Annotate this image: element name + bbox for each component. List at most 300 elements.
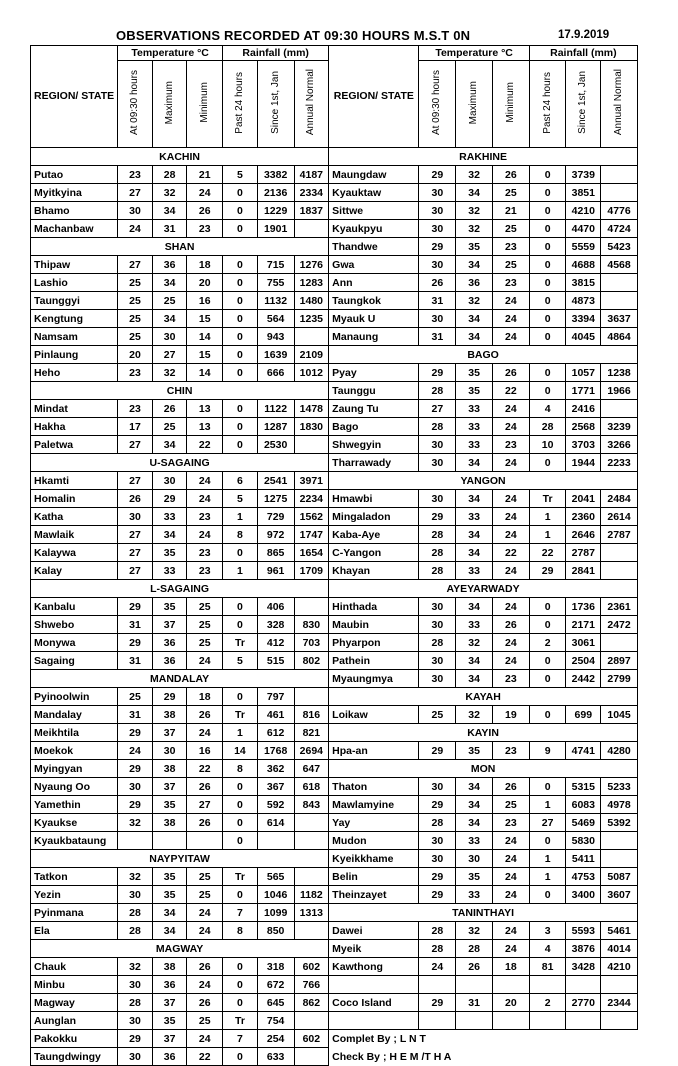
rain-since-jan: 961 (257, 562, 294, 580)
table-row (31, 814, 638, 832)
table-row (31, 1048, 638, 1066)
temp-min: 24 (187, 490, 223, 508)
station-name: Shwegyin (329, 436, 419, 454)
rain-since-jan: 754 (257, 1012, 294, 1030)
temp-0930: 30 (118, 1012, 153, 1030)
section-heading: TANINTHAYI (329, 904, 638, 922)
temp-max: 35 (456, 868, 493, 886)
col-at0930-right: At 09:30 hours (419, 61, 456, 148)
rain-past24 (529, 976, 566, 994)
station-name: Ela (31, 922, 118, 940)
temp-min: 24 (492, 418, 529, 436)
observations-table (30, 45, 638, 1066)
temp-max: 32 (456, 220, 493, 238)
rain-annual-normal: 1747 (294, 526, 329, 544)
station-name: Pyay (329, 364, 419, 382)
station-name: Kyaukbataung (31, 832, 118, 850)
temp-min: 24 (492, 328, 529, 346)
temp-0930: 26 (419, 274, 456, 292)
temp-max: 38 (152, 706, 187, 724)
temp-min: 25 (492, 184, 529, 202)
rain-since-jan: 4688 (566, 256, 601, 274)
rain-past24: Tr (223, 868, 258, 886)
rain-past24: 1 (223, 724, 258, 742)
col-annual-right: Annual Normal (601, 61, 638, 148)
rain-annual-normal: 3239 (601, 418, 638, 436)
table-row (31, 976, 638, 994)
station-name (329, 1012, 419, 1030)
temp-min: 25 (187, 598, 223, 616)
rain-past24: 0 (529, 328, 566, 346)
temp-min: 23 (492, 274, 529, 292)
table-row (31, 940, 638, 958)
rain-since-jan: 672 (257, 976, 294, 994)
rain-annual-normal: 602 (294, 1030, 329, 1048)
table-row (31, 418, 638, 436)
rain-past24: 0 (223, 418, 258, 436)
temp-max: 36 (152, 976, 187, 994)
rain-past24: 9 (529, 742, 566, 760)
table-row (31, 670, 638, 688)
rainfall-header-right: Rainfall (mm) (529, 46, 637, 61)
table-row (31, 184, 638, 202)
temp-max: 32 (152, 184, 187, 202)
temp-min (492, 1012, 529, 1030)
rain-past24: 0 (223, 328, 258, 346)
temp-0930: 31 (118, 616, 153, 634)
rain-since-jan: 565 (257, 868, 294, 886)
rain-past24: 14 (223, 742, 258, 760)
temp-max: 26 (456, 958, 493, 976)
temp-max: 32 (456, 202, 493, 220)
station-name: Taungdwingy (31, 1048, 118, 1066)
station-name: Minbu (31, 976, 118, 994)
rain-since-jan: 367 (257, 778, 294, 796)
col-past24-right: Past 24 hours (529, 61, 566, 148)
rain-since-jan: 564 (257, 310, 294, 328)
rain-annual-normal (294, 220, 329, 238)
section-heading: U-SAGAING (31, 454, 329, 472)
station-name: Shwebo (31, 616, 118, 634)
section-heading: MANDALAY (31, 670, 329, 688)
temp-max: 34 (152, 274, 187, 292)
rain-since-jan: 699 (566, 706, 601, 724)
temp-0930: 29 (419, 238, 456, 256)
temp-0930: 24 (118, 742, 153, 760)
temp-0930: 28 (419, 382, 456, 400)
col-sincejan-right: Since 1st, Jan (566, 61, 601, 148)
temp-min: 16 (187, 292, 223, 310)
rain-annual-normal: 647 (294, 760, 329, 778)
rain-annual-normal (601, 976, 638, 994)
temp-0930: 26 (118, 490, 153, 508)
rain-annual-normal (601, 400, 638, 418)
temp-max: 25 (152, 292, 187, 310)
section-heading: L-SAGAING (31, 580, 329, 598)
temp-min: 23 (492, 670, 529, 688)
rain-past24: 0 (529, 184, 566, 202)
rain-annual-normal: 4280 (601, 742, 638, 760)
station-name: Kyeikkhame (329, 850, 419, 868)
temp-0930: 30 (419, 220, 456, 238)
rain-since-jan: 1275 (257, 490, 294, 508)
temp-min (187, 832, 223, 850)
station-name: Mindat (31, 400, 118, 418)
station-name: Mawlaik (31, 526, 118, 544)
rain-since-jan: 797 (257, 688, 294, 706)
rain-annual-normal: 3637 (601, 310, 638, 328)
rain-since-jan: 4045 (566, 328, 601, 346)
temp-0930: 30 (118, 886, 153, 904)
rain-past24: 0 (529, 220, 566, 238)
temp-min: 24 (492, 634, 529, 652)
temp-min: 15 (187, 346, 223, 364)
temp-min: 26 (492, 616, 529, 634)
station-name: Kaba-Aye (329, 526, 419, 544)
temp-max: 34 (456, 796, 493, 814)
station-name: Thandwe (329, 238, 419, 256)
rain-since-jan (257, 832, 294, 850)
rain-past24: 0 (223, 1048, 258, 1066)
rain-since-jan: 5411 (566, 850, 601, 868)
section-heading: KAYAH (329, 688, 638, 706)
temp-max: 27 (152, 346, 187, 364)
temp-0930: 30 (419, 616, 456, 634)
rain-since-jan: 2568 (566, 418, 601, 436)
temp-max: 36 (456, 274, 493, 292)
rain-past24: 0 (529, 166, 566, 184)
temp-0930: 23 (118, 166, 153, 184)
table-row (31, 634, 638, 652)
temp-min: 18 (187, 256, 223, 274)
temp-min: 25 (187, 1012, 223, 1030)
temp-min: 24 (187, 724, 223, 742)
temp-max: 35 (456, 382, 493, 400)
table-row (31, 328, 638, 346)
table-row (31, 580, 638, 598)
rain-since-jan: 715 (257, 256, 294, 274)
rain-since-jan: 3061 (566, 634, 601, 652)
rain-past24: 3 (529, 922, 566, 940)
rain-past24: 0 (529, 652, 566, 670)
rain-annual-normal (294, 814, 329, 832)
station-name: Kengtung (31, 310, 118, 328)
rain-annual-normal (294, 436, 329, 454)
rain-since-jan: 2504 (566, 652, 601, 670)
rain-since-jan: 4210 (566, 202, 601, 220)
table-row (31, 202, 638, 220)
rain-since-jan: 5315 (566, 778, 601, 796)
station-name: Taunggyi (31, 292, 118, 310)
rain-annual-normal: 2344 (601, 994, 638, 1012)
station-name: Monywa (31, 634, 118, 652)
temp-min: 23 (187, 508, 223, 526)
rain-since-jan: 1771 (566, 382, 601, 400)
rain-annual-normal: 766 (294, 976, 329, 994)
rain-past24: 0 (223, 202, 258, 220)
table-row (31, 994, 638, 1012)
temp-max: 32 (152, 364, 187, 382)
rain-annual-normal: 2897 (601, 652, 638, 670)
station-name: Mingaladon (329, 508, 419, 526)
rain-since-jan: 755 (257, 274, 294, 292)
temp-0930: 25 (419, 706, 456, 724)
rain-since-jan: 612 (257, 724, 294, 742)
station-name: Tharrawady (329, 454, 419, 472)
rain-annual-normal: 5392 (601, 814, 638, 832)
station-name: Chauk (31, 958, 118, 976)
rain-since-jan: 3394 (566, 310, 601, 328)
rain-annual-normal: 2694 (294, 742, 329, 760)
rain-since-jan: 1099 (257, 904, 294, 922)
station-name: Manaung (329, 328, 419, 346)
station-name: Maubin (329, 616, 419, 634)
temp-max: 26 (152, 400, 187, 418)
rain-annual-normal: 2334 (294, 184, 329, 202)
temp-0930: 28 (419, 940, 456, 958)
temp-max: 34 (152, 904, 187, 922)
station-name: Yay (329, 814, 419, 832)
temp-min: 26 (187, 814, 223, 832)
rain-annual-normal: 618 (294, 778, 329, 796)
rain-since-jan: 3876 (566, 940, 601, 958)
rain-since-jan: 3400 (566, 886, 601, 904)
station-name: Zaung Tu (329, 400, 419, 418)
rain-past24: 0 (223, 958, 258, 976)
station-name: Hakha (31, 418, 118, 436)
report-header (0, 28, 678, 44)
rain-past24: 1 (223, 508, 258, 526)
temp-0930: 30 (419, 490, 456, 508)
temp-0930: 29 (118, 796, 153, 814)
station-name: C-Yangon (329, 544, 419, 562)
rain-annual-normal: 1837 (294, 202, 329, 220)
temp-max: 29 (152, 688, 187, 706)
col-at0930-left: At 09:30 hours (118, 61, 153, 148)
station-name: Heho (31, 364, 118, 382)
temp-max: 35 (456, 364, 493, 382)
rain-annual-normal: 3607 (601, 886, 638, 904)
station-name: Myauk U (329, 310, 419, 328)
station-name: Kalaywa (31, 544, 118, 562)
temp-max: 35 (152, 796, 187, 814)
rain-since-jan: 2530 (257, 436, 294, 454)
temp-0930: 23 (118, 400, 153, 418)
rain-since-jan: 2136 (257, 184, 294, 202)
temp-0930: 28 (419, 562, 456, 580)
temp-0930: 29 (419, 796, 456, 814)
temp-0930: 32 (118, 958, 153, 976)
station-name: Moekok (31, 742, 118, 760)
temp-min: 23 (492, 436, 529, 454)
temp-0930: 29 (419, 886, 456, 904)
rain-annual-normal: 2233 (601, 454, 638, 472)
temp-0930: 30 (419, 832, 456, 850)
temp-0930: 29 (419, 166, 456, 184)
temp-0930: 29 (118, 724, 153, 742)
temp-max: 34 (456, 490, 493, 508)
temp-0930: 30 (419, 670, 456, 688)
rain-annual-normal (601, 562, 638, 580)
temp-max: 34 (152, 922, 187, 940)
station-name: Pakokku (31, 1030, 118, 1048)
table-row (31, 562, 638, 580)
station-name: Pathein (329, 652, 419, 670)
station-name: Bhamo (31, 202, 118, 220)
temp-0930: 29 (118, 1030, 153, 1048)
station-name: Meikhtila (31, 724, 118, 742)
temp-0930: 27 (118, 184, 153, 202)
rain-since-jan: 943 (257, 328, 294, 346)
table-row (31, 346, 638, 364)
rain-annual-normal (601, 274, 638, 292)
temp-min (492, 976, 529, 994)
temp-min: 24 (492, 292, 529, 310)
temp-max: 32 (456, 166, 493, 184)
temp-max: 29 (152, 490, 187, 508)
temp-min: 20 (492, 994, 529, 1012)
station-name: Kawthong (329, 958, 419, 976)
table-row (31, 652, 638, 670)
rain-past24: 0 (223, 310, 258, 328)
rain-past24: 0 (529, 364, 566, 382)
rain-since-jan: 1768 (257, 742, 294, 760)
rain-since-jan: 318 (257, 958, 294, 976)
station-name: Thipaw (31, 256, 118, 274)
rain-since-jan: 1639 (257, 346, 294, 364)
rain-annual-normal: 2484 (601, 490, 638, 508)
temp-0930: 28 (118, 904, 153, 922)
station-name: Kyauktaw (329, 184, 419, 202)
rain-past24: 0 (529, 256, 566, 274)
rain-annual-normal: 5233 (601, 778, 638, 796)
table-row (31, 148, 638, 166)
temp-min: 23 (187, 220, 223, 238)
section-heading: AYEYARWADY (329, 580, 638, 598)
station-name: Maungdaw (329, 166, 419, 184)
temp-0930: 30 (118, 1048, 153, 1066)
temp-max: 35 (152, 544, 187, 562)
rain-annual-normal: 1283 (294, 274, 329, 292)
rain-past24: 0 (223, 220, 258, 238)
temp-0930: 30 (419, 436, 456, 454)
rain-annual-normal: 2361 (601, 598, 638, 616)
temp-max: 32 (456, 922, 493, 940)
station-name: Magway (31, 994, 118, 1012)
temp-min: 25 (492, 256, 529, 274)
temp-min: 14 (187, 328, 223, 346)
temp-0930: 30 (419, 850, 456, 868)
rain-since-jan: 4873 (566, 292, 601, 310)
station-name: Sagaing (31, 652, 118, 670)
temp-max: 34 (456, 544, 493, 562)
temperature-header-right: Temperature °C (419, 46, 529, 61)
rain-past24: 7 (223, 904, 258, 922)
rain-annual-normal (294, 688, 329, 706)
station-name: Namsam (31, 328, 118, 346)
temp-min: 13 (187, 400, 223, 418)
station-name: Dawei (329, 922, 419, 940)
temp-0930: 29 (118, 634, 153, 652)
rain-annual-normal (294, 832, 329, 850)
rain-since-jan: 2360 (566, 508, 601, 526)
table-row (31, 382, 638, 400)
temp-0930: 29 (419, 742, 456, 760)
rain-annual-normal: 4187 (294, 166, 329, 184)
rain-annual-normal: 4724 (601, 220, 638, 238)
rain-annual-normal: 2614 (601, 508, 638, 526)
temp-0930: 28 (419, 526, 456, 544)
temp-0930: 30 (419, 256, 456, 274)
rain-annual-normal: 1830 (294, 418, 329, 436)
rain-since-jan: 461 (257, 706, 294, 724)
temp-0930: 24 (118, 220, 153, 238)
station-name: Theinzayet (329, 886, 419, 904)
temp-max: 33 (456, 832, 493, 850)
rain-annual-normal: 1654 (294, 544, 329, 562)
section-heading: CHIN (31, 382, 329, 400)
station-name: Taunggu (329, 382, 419, 400)
temp-max: 35 (152, 1012, 187, 1030)
temp-max: 28 (152, 166, 187, 184)
temp-0930: 30 (118, 508, 153, 526)
temp-0930: 25 (118, 328, 153, 346)
rain-annual-normal: 1012 (294, 364, 329, 382)
temp-max: 37 (152, 1030, 187, 1048)
table-row (31, 868, 638, 886)
temp-0930: 30 (419, 652, 456, 670)
temp-max (456, 976, 493, 994)
temp-0930: 25 (118, 688, 153, 706)
temp-max: 36 (152, 256, 187, 274)
rain-since-jan: 2541 (257, 472, 294, 490)
temp-0930: 30 (118, 202, 153, 220)
station-name: Belin (329, 868, 419, 886)
temp-max: 32 (456, 634, 493, 652)
rain-past24: 0 (529, 238, 566, 256)
temp-max: 32 (456, 292, 493, 310)
rain-past24: 1 (529, 508, 566, 526)
station-name: Homalin (31, 490, 118, 508)
temp-min: 22 (492, 544, 529, 562)
temp-0930: 30 (419, 202, 456, 220)
table-row (31, 688, 638, 706)
rain-since-jan: 3382 (257, 166, 294, 184)
temp-min: 23 (492, 742, 529, 760)
rain-past24: 1 (223, 562, 258, 580)
rain-past24: 0 (223, 778, 258, 796)
section-heading: BAGO (329, 346, 638, 364)
temp-min: 22 (492, 382, 529, 400)
rain-past24: 0 (529, 778, 566, 796)
temp-max: 35 (456, 238, 493, 256)
table-row (31, 958, 638, 976)
temp-0930: 25 (118, 310, 153, 328)
rain-past24: 1 (529, 868, 566, 886)
temp-min: 24 (492, 652, 529, 670)
rain-past24: 8 (223, 922, 258, 940)
temp-min: 24 (187, 526, 223, 544)
temp-min: 24 (492, 850, 529, 868)
rain-past24: 1 (529, 850, 566, 868)
station-name: Yamethin (31, 796, 118, 814)
rain-annual-normal: 602 (294, 958, 329, 976)
temp-min: 25 (492, 220, 529, 238)
station-name: Lashio (31, 274, 118, 292)
temp-min: 26 (187, 706, 223, 724)
temp-max: 35 (456, 742, 493, 760)
temp-min: 19 (492, 706, 529, 724)
